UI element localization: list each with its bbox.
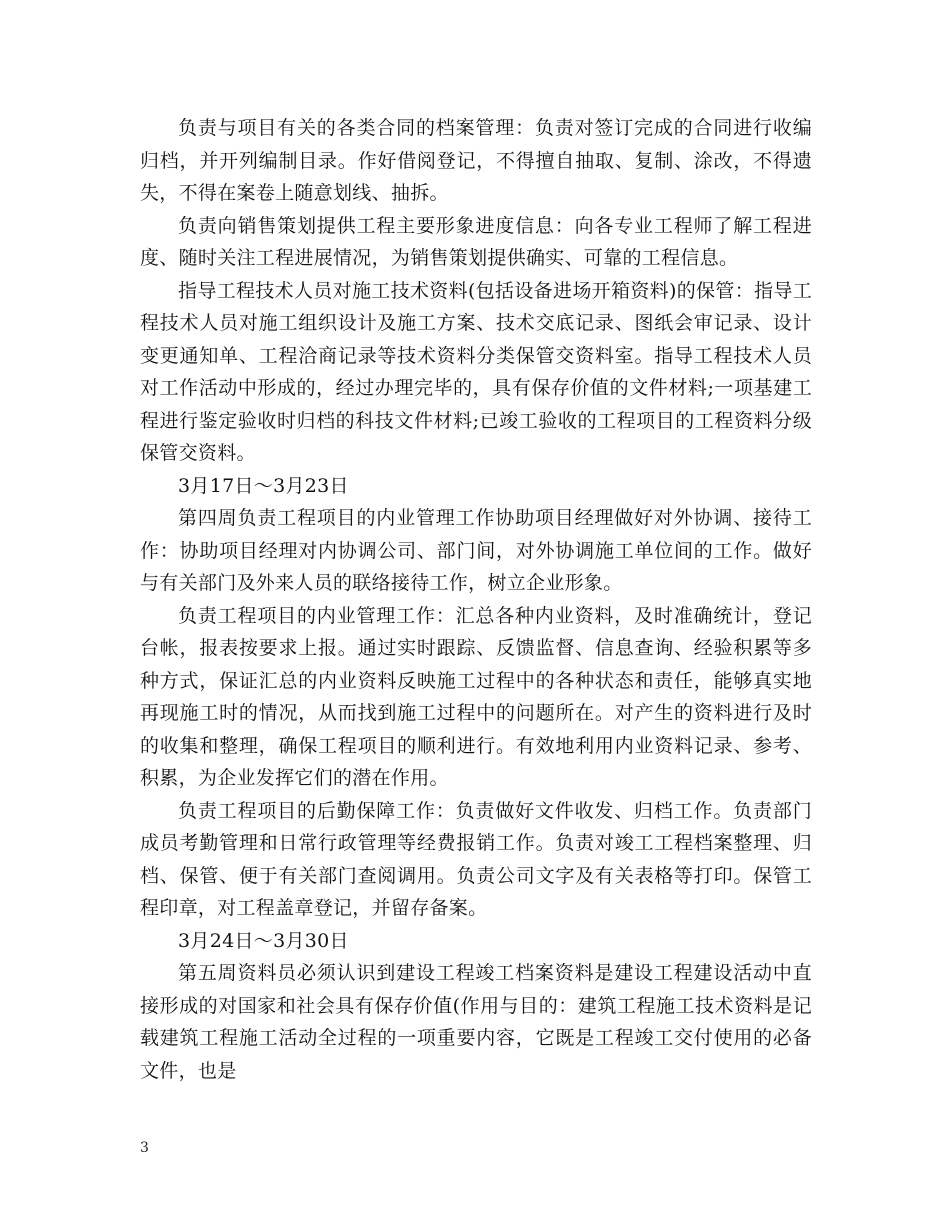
paragraph-internal-management: 负责工程项目的内业管理工作：汇总各种内业资料，及时准确统计，登记台帐，报表按要求上报。通过实时跟踪、反馈监督、信息查询、经验积累等多种方式，保证汇总的内业资料反映施工过程中的各种状态和责任，能够真实地再现施工时的情况，从而找到施工过程中的问题所在。对产生的资料进行及时的收集和整理，确保工程项目的顺利进行。有效地利用内业资料记录、参考、积累，为企业发挥它们的潜在作用。 <box>140 604 812 789</box>
date-range-week-five: 3月24日～3月30日 <box>178 929 349 952</box>
page-number: 3 <box>140 1140 149 1156</box>
date-range-week-four: 3月17日～3月23日 <box>178 474 349 497</box>
paragraph-logistics-support: 负责工程项目的后勤保障工作：负责做好文件收发、归档工作。负责部门成员考勤管理和日常行政管理等经费报销工作。负责对竣工工程档案整理、归档、保管、便于有关部门查阅调用。负责公司文字及有关表格等打印。保管工程印章，对工程盖章登记，并留存备案。 <box>140 799 812 919</box>
paragraph-contract-archive: 负责与项目有关的各类合同的档案管理：负责对签订完成的合同进行收编归档，并开列编制目录。作好借阅登记，不得擅自抽取、复制、涂改，不得遗失，不得在案卷上随意划线、抽拆。 <box>140 117 812 204</box>
paragraph-progress-info: 负责向销售策划提供工程主要形象进度信息：向各专业工程师了解工程进度、随时关注工程进展情况，为销售策划提供确实、可靠的工程信息。 <box>140 214 812 269</box>
paragraph-week-four-coordination: 第四周负责工程项目的内业管理工作协助项目经理做好对外协调、接待工作：协助项目经理对内协调公司、部门间，对外协调施工单位间的工作。做好与有关部门及外来人员的联络接待工作，树立企业形象。 <box>140 507 812 594</box>
paragraph-week-five-archives: 第五周资料员必须认识到建设工程竣工档案资料是建设工程建设活动中直接形成的对国家和社会具有保存价值(作用与目的：建筑工程施工技术资料是记载建筑工程施工活动全过程的一项重要内容，它既是工程竣工交付使用的必备文件，也是 <box>140 962 812 1082</box>
document-body <box>140 112 812 1087</box>
paragraph-technical-records: 指导工程技术人员对施工技术资料(包括设备进场开箱资料)的保管：指导工程技术人员对施工组织设计及施工方案、技术交底记录、图纸会审记录、设计变更通知单、工程洽商记录等技术资料分类保管交资料室。指导工程技术人员对工作活动中形成的，经过办理完毕的，具有保存价值的文件材料;一项基建工程进行鉴定验收时归档的科技文件材料;已竣工验收的工程项目的工程资料分级保管交资料。 <box>140 279 812 464</box>
